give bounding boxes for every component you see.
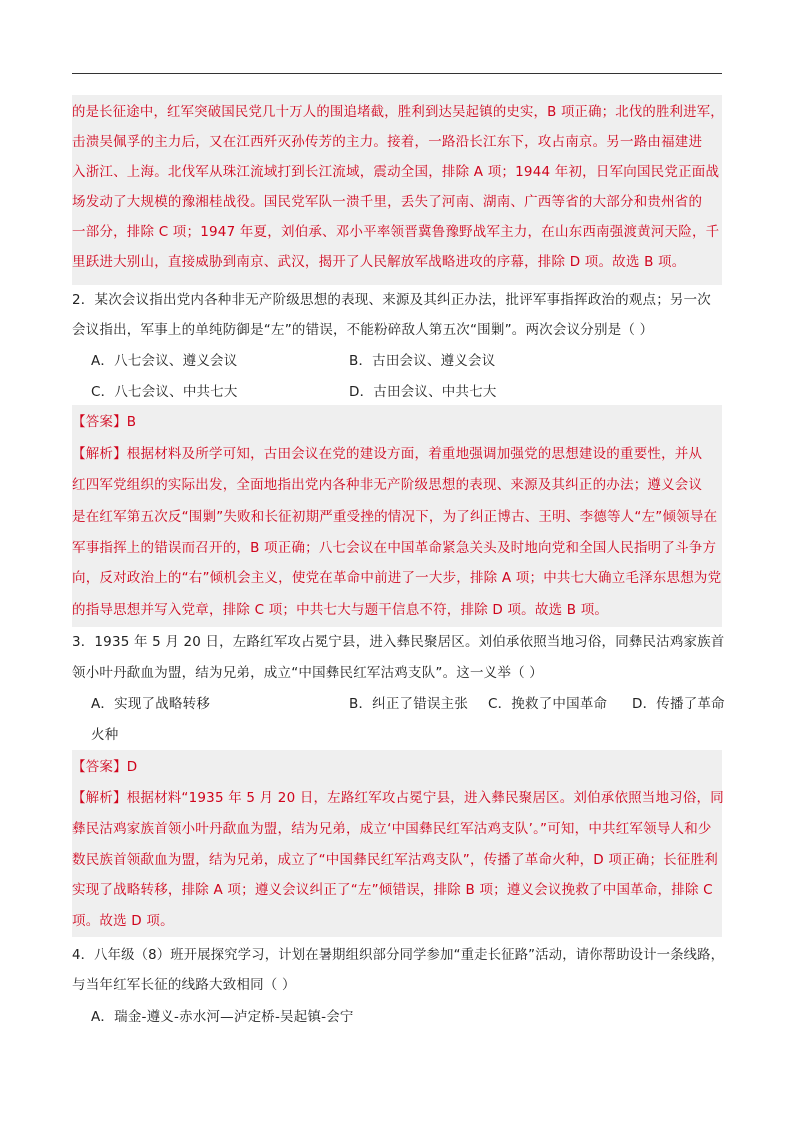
question-3-option-d: D．传播了革命 <box>632 696 725 712</box>
analysis-line: 数民族首领歃血为盟，结为兄弟，成立了“中国彝民红军沽鸡支队”，传播了革命火种，D 项正确；长征胜利 <box>72 852 718 868</box>
analysis-line: 的指导思想并写入党章，排除 C 项；中共七大与题干信息不符，排除 D 项。故选 B 项。 <box>72 602 609 618</box>
analysis-line: 【解析】根据材料“1935 年 5 月 20 日，左路红军攻占冕宁县，进入彝民聚居区。刘伯承依照当地习俗，同 <box>72 790 724 806</box>
question-2-option-a: A．八七会议、遵义会议 <box>91 353 238 369</box>
question-2-option-d: D．古田会议、中共七大 <box>349 384 497 400</box>
text-line: 入浙江、上海。北伐军从珠江流域打到长江流域，震动全国，排除 A 项；1944 年初，日军向国民党正面战 <box>72 164 720 180</box>
text-line: 击溃吴佩孚的主力后，又在江西歼灭孙传芳的主力。接着，一路沿长江东下，攻占南京。另一路由福建进 <box>72 134 703 150</box>
analysis-line: 【解析】根据材料及所学可知，古田会议在党的建设方面，着重地强调加强党的思想建设的重要性，并从 <box>72 446 703 462</box>
question-4-stem-line: 与当年红军长征的线路大致相同（ ） <box>72 977 296 993</box>
question-3-stem-line: 领小叶丹歃血为盟，结为兄弟，成立“中国彝民红军沽鸡支队”。这一义举（ ） <box>72 665 543 681</box>
analysis-line: 红四军党组织的实际出发，全面地指出党内各种非无产阶级思想的表现、来源及其纠正的办法；遵义会议 <box>72 477 703 493</box>
analysis-line: 项。故选 D 项。 <box>72 913 174 929</box>
question-3-option-c: C．挽救了中国革命 <box>488 696 608 712</box>
text-line: 一部分，排除 C 项；1947 年夏，刘伯承、邓小平率领晋冀鲁豫野战军主力，在山东西南强渡黄河天险，千 <box>72 224 720 240</box>
question-2-option-c: C．八七会议、中共七大 <box>91 384 238 400</box>
question-2-stem-line: 会议指出，军事上的单纯防御是“左”的错误，不能粉碎敌人第五次“围剿”。两次会议分别是（ ） <box>72 322 654 338</box>
analysis-line: 向，反对政治上的“右”倾机会主义，使党在革命中前进了一大步，排除 A 项；中共七大确立毛泽东思想为党 <box>72 570 722 586</box>
question-3-option-b: B．纠正了错误主张 <box>349 696 469 712</box>
question-2-stem-line: 2．某次会议指出党内各种非无产阶级思想的表现、来源及其纠正办法，批评军事指挥政治的观点；另一次 <box>72 292 711 308</box>
answer-label: 【答案】D <box>72 759 138 775</box>
question-4-option-a: A．瑞金-遵义-赤水河—泸定桥-吴起镇-会宁 <box>91 1009 354 1025</box>
question-3-option-a: A．实现了战略转移 <box>91 696 211 712</box>
answer-label: 【答案】B <box>72 414 137 430</box>
analysis-line: 彝民沽鸡家族首领小叶丹歃血为盟，结为兄弟，成立‘中国彝民红军沽鸡支队’。”可知，中共红军领导人和少 <box>72 821 712 837</box>
text-line: 里跃进大别山，直接威胁到南京、武汉，揭开了人民解放军战略进攻的序幕，排除 D 项。故选 B 项。 <box>72 254 686 270</box>
question-3-option-d-continued: 火种 <box>91 727 119 743</box>
analysis-line: 是在红军第五次反“围剿”失败和长征初期严重受挫的情况下，为了纠正博古、王明、李德等人“左”倾领导在 <box>72 509 718 525</box>
analysis-continuation-block <box>72 95 722 285</box>
question-4-stem-line: 4．八年级（8）班开展探究学习，计划在暑期组织部分同学参加“重走长征路”活动，请你帮助设计一条线路， <box>72 947 725 963</box>
analysis-line: 实现了战略转移，排除 A 项；遵义会议纠正了“左”倾错误，排除 B 项；遵义会议挽救了中国革命，排除 C <box>72 882 713 898</box>
question-2-answer-block <box>72 405 722 627</box>
header-rule <box>72 73 722 74</box>
text-line: 的是长征途中，红军突破国民党几十万人的围追堵截，胜利到达吴起镇的史实，B 项正确；北伐的胜利进军， <box>72 104 724 120</box>
text-line: 场发动了大规模的豫湘桂战役。国民党军队一溃千里，丢失了河南、湖南、广西等省的大部分和贵州省的 <box>72 194 703 210</box>
analysis-line: 军事指挥上的错误而召开的，B 项正确；八七会议在中国革命紧急关头及时地向党和全国人民指明了斗争方 <box>72 540 717 556</box>
question-3-stem-line: 3．1935 年 5 月 20 日，左路红军攻占冕宁县，进入彝民聚居区。刘伯承依照当地习俗，同彝民沽鸡家族首 <box>72 634 725 650</box>
question-3-answer-block <box>72 750 722 937</box>
question-2-option-b: B．古田会议、遵义会议 <box>349 353 496 369</box>
